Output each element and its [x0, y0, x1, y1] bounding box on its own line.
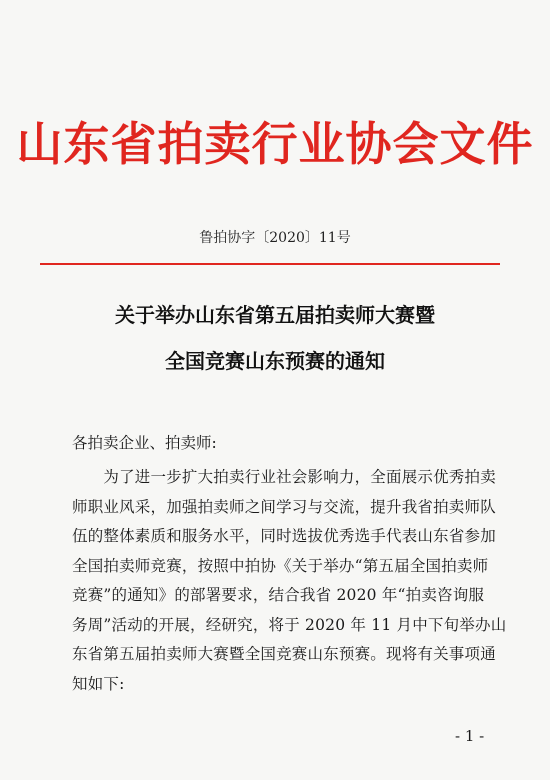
document-header-title: 山东省拍卖行业协会文件 [16, 117, 534, 171]
notice-title-line-2: 全国竞赛山东预赛的通知 [165, 349, 385, 373]
paragraph-line: 知如下: [72, 674, 125, 693]
paragraph-line: 师职业风采，加强拍卖师之间学习与交流，提升我省拍卖师队 [72, 497, 496, 516]
paragraph-line: 务周”活动的开展，经研究，将于 2020 年 11 月中下旬举办山 [72, 615, 507, 634]
paragraph-line: 竞赛”的通知》的部署要求，结合我省 2020 年“拍卖咨询服 [72, 586, 485, 604]
salutation: 各拍卖企业、拍卖师: [72, 434, 217, 452]
paragraph-line: 东省第五届拍卖师大赛暨全国竞赛山东预赛。现将有关事项通 [72, 645, 496, 663]
notice-title-line-1: 关于举办山东省第五届拍卖师大赛暨 [115, 303, 435, 327]
document-number: 鲁拍协字〔2020〕11号 [199, 230, 351, 246]
red-divider-line [40, 263, 500, 265]
body-paragraph [72, 463, 507, 699]
paragraph-line: 为了进一步扩大拍卖行业社会影响力，全面展示优秀拍卖 [72, 468, 496, 486]
page-number: - 1 - [455, 727, 485, 745]
paragraph-line: 伍的整体素质和服务水平，同时选拔优秀选手代表山东省参加 [72, 527, 496, 545]
paragraph-line: 全国拍卖师竞赛，按照中拍协《关于举办“第五届全国拍卖师 [72, 556, 489, 575]
